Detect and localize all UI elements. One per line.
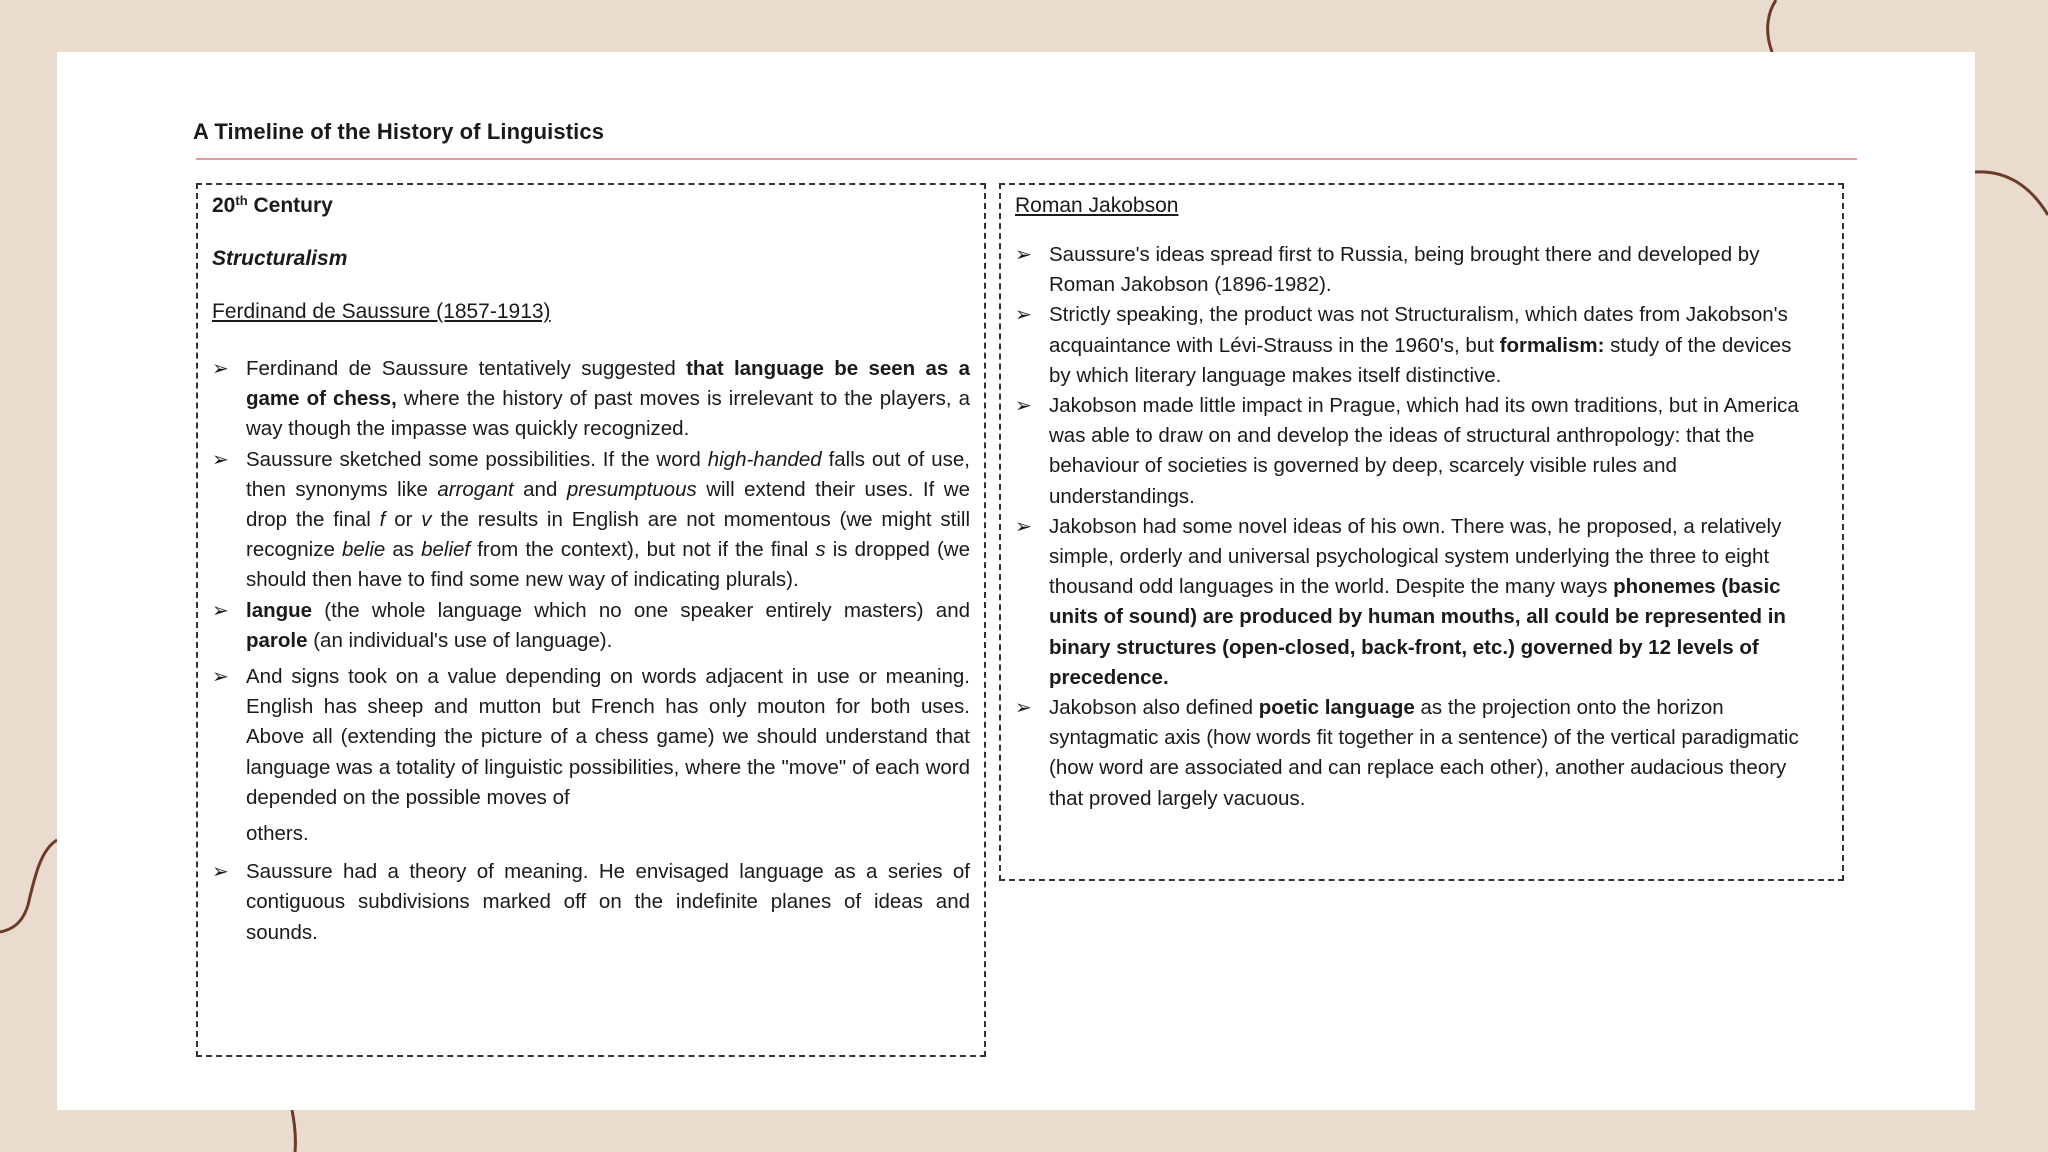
list-item: ➢ Ferdinand de Saussure tentatively suggested that language be seen as a game of chess, where the history of past moves is irrelevant to the players, a way though the impasse was quickly recognized. <box>212 354 970 445</box>
list-item: ➢ Jakobson also defined poetic language as the projection onto the horizon syntagmatic axis (how words fit together in a sentence) of the vertical paradigmatic (how word are associated and can replace each other), another audacious theory that proved largely vacuous. <box>1015 693 1812 814</box>
section-heading: Structuralism <box>212 247 348 270</box>
jakobson-panel <box>999 183 1844 881</box>
list-item: ➢ Saussure had a theory of meaning. He envisaged language as a series of contiguous subdivisions marked off on the indefinite planes of ideas and sounds. <box>212 857 970 948</box>
century-number: 20 <box>212 194 236 217</box>
jakobson-bullet-list <box>1015 240 1812 814</box>
list-item: ➢ langue (the whole language which no one speaker entirely masters) and parole (an individual's use of language). <box>212 596 970 656</box>
list-item: ➢ Saussure's ideas spread first to Russia, being brought there and developed by Roman Jakobson (1896-1982). <box>1015 240 1812 300</box>
arrowhead-bullet-icon: ➢ <box>212 599 229 622</box>
arrowhead-bullet-icon: ➢ <box>212 861 229 884</box>
list-item: ➢ Strictly speaking, the product was not Structuralism, which dates from Jakobson's acquaintance with Lévi-Strauss in the 1960's, but formalism: study of the devices by which literary language makes itself distinctive. <box>1015 300 1812 391</box>
century-word: Century <box>253 194 333 217</box>
person-heading-jakobson: Roman Jakobson <box>1015 194 1179 217</box>
saussure-bullet-list <box>212 354 970 948</box>
document-page <box>57 52 1975 1110</box>
list-item: ➢ And signs took on a value depending on words adjacent in use or meaning. English has sheep and mutton but French has only mouton for both uses. Above all (extending the picture of a chess game) we should understand that language was a totality of linguistic possibilities, where the "move" of each word depended on the possible moves of others. <box>212 662 970 849</box>
century-superscript: th <box>235 193 248 208</box>
page-title: A Timeline of the History of Linguistics <box>193 119 605 144</box>
arrowhead-bullet-icon: ➢ <box>212 358 229 380</box>
list-item: ➢ Saussure sketched some possibilities. If the word high-handed falls out of use, then synonyms like arrogant and presumptuous will extend their uses. If we drop the final f or v the results in English are not momentous (we might still recognize belie as belief from the context), but not if the final s is dropped (we should then have to find some new way of indicating plurals). <box>212 445 970 596</box>
arrowhead-bullet-icon: ➢ <box>212 448 229 471</box>
arrowhead-bullet-icon: ➢ <box>1015 395 1032 418</box>
arrowhead-bullet-icon: ➢ <box>1015 515 1032 538</box>
arrowhead-bullet-icon: ➢ <box>1015 304 1032 327</box>
arrowhead-bullet-icon: ➢ <box>1015 697 1032 720</box>
saussure-panel <box>196 183 986 1057</box>
list-item: ➢ Jakobson had some novel ideas of his own. There was, he proposed, a relatively simple, orderly and universal psychological system underlying the three to eight thousand odd languages in the world. Despite the many ways phonemes (basic units of sound) are produced by human mouths, all could be represented in binary structures (open-closed, back-front, etc.) governed by 12 levels of precedence. <box>1015 512 1812 693</box>
century-heading <box>212 193 970 219</box>
arrowhead-bullet-icon: ➢ <box>212 666 229 689</box>
list-item: ➢ Jakobson made little impact in Prague, which had its own traditions, but in America was able to draw on and develop the ideas of structural anthropology: that the behaviour of societies is governed by deep, scarcely visible rules and understandings. <box>1015 391 1812 512</box>
person-heading-saussure: Ferdinand de Saussure (1857-1913) <box>212 300 551 323</box>
title-divider <box>196 158 1857 160</box>
arrowhead-bullet-icon: ➢ <box>1015 244 1032 266</box>
